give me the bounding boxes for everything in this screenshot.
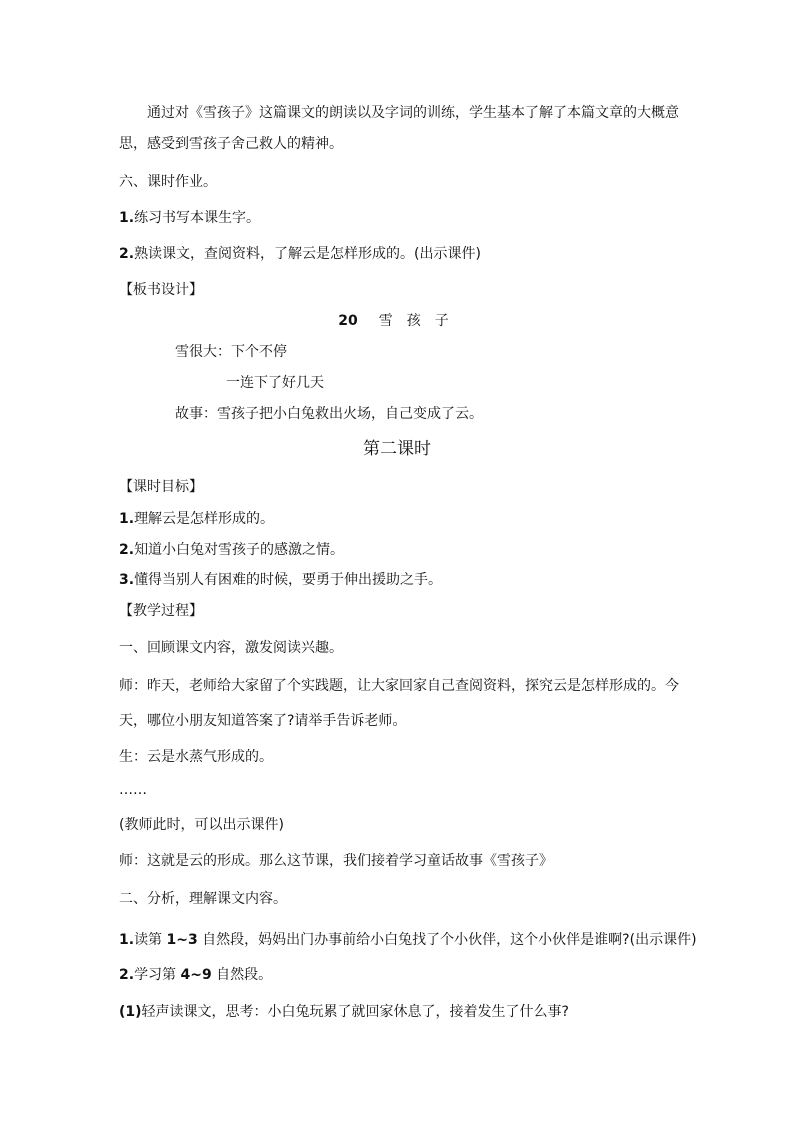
homework-item-2-text: 熟读课文，查阅资料，了解云是怎样形成的。(出示课件) bbox=[134, 246, 481, 262]
board-line-3: 故事：雪孩子把小白兔救出火场，自己变成了云。 bbox=[175, 406, 483, 422]
teacher-line-3: 师：这就是云的形成。那么这节课，我们接着学习童话故事《雪孩子》 bbox=[119, 853, 553, 869]
reading-item-1-number: 1. bbox=[119, 932, 135, 948]
student-answer: 生：云是水蒸气形成的。 bbox=[119, 749, 273, 765]
goal-item-2-number: 2. bbox=[119, 542, 135, 558]
homework-item-1 bbox=[119, 208, 260, 228]
board-line-2: 一连下了好几天 bbox=[226, 375, 324, 391]
goal-item-2 bbox=[119, 540, 344, 560]
reading-subitem-1 bbox=[119, 1002, 569, 1022]
board-title-char-3: 子 bbox=[434, 313, 449, 329]
goal-item-3 bbox=[119, 570, 442, 590]
section-analysis-heading: 二、分析，理解课文内容。 bbox=[119, 891, 287, 907]
goal-item-3-text: 懂得当别人有困难的时候，要勇于伸出援助之手。 bbox=[134, 572, 443, 588]
teacher-note: (教师此时，可以出示课件) bbox=[119, 817, 284, 833]
homework-item-2-number: 2. bbox=[119, 246, 135, 262]
board-design-heading: 【板书设计】 bbox=[119, 282, 203, 298]
reading-item-2-text-b: 自然段。 bbox=[211, 967, 273, 983]
reading-item-2-range: 4~9 bbox=[180, 967, 212, 983]
board-title-number: 20 bbox=[338, 313, 358, 329]
board-title bbox=[0, 311, 794, 331]
reading-item-2-text-a: 学习第 bbox=[134, 967, 181, 983]
section-review-heading: 一、回顾课文内容，激发阅读兴趣。 bbox=[119, 640, 343, 656]
reading-item-1 bbox=[119, 930, 697, 950]
reading-item-2-number: 2. bbox=[119, 967, 135, 983]
paragraph-summary-line-2: 思，感受到雪孩子舍己救人的精神。 bbox=[119, 136, 343, 152]
reading-item-1-range: 1~3 bbox=[166, 932, 198, 948]
reading-subitem-1-number: (1) bbox=[119, 1004, 142, 1020]
homework-item-1-number: 1. bbox=[119, 210, 135, 226]
goal-item-1 bbox=[119, 509, 274, 529]
board-title-char-2: 孩 bbox=[406, 313, 421, 329]
reading-subitem-1-text: 轻声读课文，思考：小白兔玩累了就回家休息了，接着发生了什么事? bbox=[141, 1004, 569, 1020]
homework-item-1-text: 练习书写本课生字。 bbox=[134, 210, 261, 226]
teacher-line-1: 师：昨天，老师给大家留了个实践题，让大家回家自己查阅资料，探究云是怎样形成的。今 bbox=[119, 678, 679, 694]
reading-item-1-text-a: 读第 bbox=[134, 932, 167, 948]
homework-item-2 bbox=[119, 244, 481, 264]
teacher-line-2: 天，哪位小朋友知道答案了?请举手告诉老师。 bbox=[119, 713, 407, 729]
goal-item-1-number: 1. bbox=[119, 511, 135, 527]
lesson-two-title: 第二课时 bbox=[363, 439, 431, 459]
board-line-1: 雪很大：下个不停 bbox=[175, 344, 287, 360]
goal-item-3-number: 3. bbox=[119, 572, 135, 588]
section-homework-heading: 六、课时作业。 bbox=[119, 174, 217, 190]
reading-item-2 bbox=[119, 965, 272, 985]
board-title-char-1: 雪 bbox=[378, 313, 393, 329]
paragraph-summary-line-1: 通过对《雪孩子》这篇课文的朗读以及字词的训练，学生基本了解了本篇文章的大概意 bbox=[147, 105, 679, 121]
teaching-process-heading: 【教学过程】 bbox=[119, 603, 203, 619]
reading-item-1-text-b: 自然段，妈妈出门办事前给小白兔找了个小伙伴，这个小伙伴是谁啊?(出示课件) bbox=[197, 932, 697, 948]
lesson-goals-heading: 【课时目标】 bbox=[119, 479, 203, 495]
ellipsis: …… bbox=[119, 782, 147, 798]
goal-item-2-text: 知道小白兔对雪孩子的感激之情。 bbox=[134, 542, 345, 558]
goal-item-1-text: 理解云是怎样形成的。 bbox=[134, 511, 275, 527]
